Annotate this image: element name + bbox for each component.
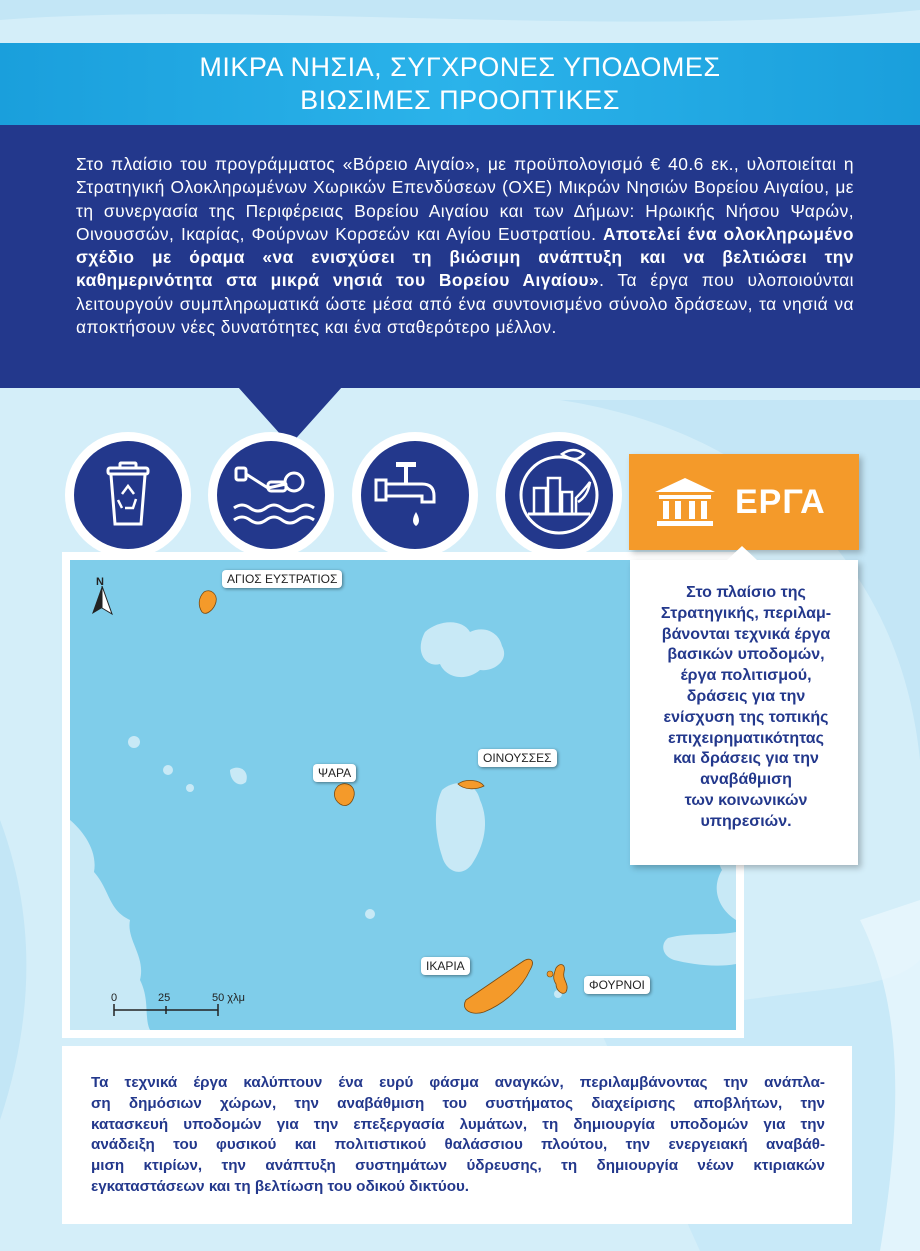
erga-desc-line: ενίσχυση της τοπικής	[663, 708, 829, 726]
intro-text-part-1: Στο πλαίσιο του προγράμματος «Βόρειο Αιγαίο», με προϋπολογισμό € 40.6 εκ., υλοποιείται η Στρατηγική Ολοκληρωμένων Χωρικών Επενδύσεων (ΟΧΕ) Μικρών Νησιών Βορείου Αιγαίου, με τη συνεργασία της Περιφέρειας Βορείου Αιγαίου και των Δήμων: Ηρωικής Νήσου Ψαρών, Οινουσσών, Ικαρίας, Φούρνων Κορσεών και Αγίου Ευστρατίου.	[76, 154, 854, 244]
scale-tick-50: 50 χλμ	[212, 992, 245, 1004]
recycling-bin-icon	[65, 432, 191, 558]
map-label-oinousses: ΟΙΝΟΥΣΣΕΣ	[478, 749, 557, 767]
map-label-agios-efstratios: ΑΓΙΟΣ ΕΥΣΤΡΑΤΙΟΣ	[222, 570, 342, 588]
scale-tick-25: 25	[158, 992, 171, 1004]
erga-desc-line: υπηρεσιών.	[700, 812, 792, 830]
title-band	[0, 43, 920, 125]
map-label-psara: ΨΑΡΑ	[313, 764, 356, 782]
water-tap-icon	[352, 432, 478, 558]
scale-tick-0: 0	[111, 992, 118, 1004]
erga-desc-line: επιχειρηματικότητας	[668, 729, 824, 747]
intro-text-bold: Αποτελεί ένα ολοκληρωμένο σχέδιο με όραμα «να ενισχύσει τη βιώσιμη ανάπτυξη και να βελτιώσει την καθημερινότητα στα μικρά νησιά του Βορείου Αιγαίου»	[76, 223, 854, 291]
erga-desc-line: βασικών υποδομών,	[667, 646, 825, 664]
erga-desc-line: δράσεις για την	[686, 687, 806, 705]
psara-island	[334, 784, 354, 806]
map-label-ikaria: ΙΚΑΡΙΑ	[421, 957, 470, 975]
erga-title: ΕΡΓΑ	[735, 483, 826, 521]
bottom-line: Τα τεχνικά έργα καλύπτουν ένα ευρύ φάσμα αναγκών, περιλαμβάνοντας την ανάπλα-	[91, 1074, 825, 1091]
erga-desc-line: Στρατηγικής, περιλαμ-	[660, 604, 832, 622]
bottom-line: ανάδειξη του φυσικού και πολιτιστικού θαλάσσιου πλούτου, την ενεργειακή αναβάθ-	[91, 1136, 825, 1154]
intro-text-part-2: . Τα έργα που υλοποιούνται λειτουργούν συμπληρωματικά ώστε μέσα από ένα συντονισμένο σύνολο δράσεων, τα νησιά να αποκτήσουν νέες δυνατότητες και ένα σταθερότερο μέλλον.	[76, 270, 854, 338]
erga-desc-line: βάνονται τεχνικά έργα	[661, 625, 831, 643]
erga-desc-line: έργα πολιτισμού,	[680, 667, 812, 685]
green-city-icon	[496, 432, 622, 558]
erga-desc-line: των κοινωνικών	[684, 791, 808, 809]
erga-header	[629, 454, 859, 550]
bottom-line: εγκαταστάσεων και τη βελτίωση του οδικού δικτύου.	[91, 1177, 470, 1195]
erga-desc-line: και δράσεις για την	[673, 750, 819, 768]
bottom-paragraph	[91, 1073, 825, 1198]
page-title-line-1: ΜΙΚΡΑ ΝΗΣΙΑ, ΣΥΓΧΡΟΝΕΣ ΥΠΟΔΟΜΕΣ	[199, 52, 721, 82]
diver-icon	[208, 432, 334, 558]
erga-desc-line: Στο πλαίσιο της	[686, 584, 806, 601]
museum-building-icon	[653, 476, 717, 528]
north-label: N	[96, 576, 104, 588]
map-label-fournoi: ΦΟΥΡΝΟΙ	[584, 976, 650, 994]
bottom-line: κατασκευή υποδομών για την επεξεργασία λυμάτων, τη δημιουργία υποδομών για την	[91, 1115, 825, 1133]
intro-paragraph	[76, 153, 854, 339]
page-title-line-2: ΒΙΩΣΙΜΕΣ ΠΡΟΟΠΤΙΚΕΣ	[300, 85, 620, 115]
bottom-line: μιση κτιρίων, την ανάπτυξη συστημάτων ύδρευσης, τη δημιουργία νέων κτιριακών	[91, 1157, 825, 1175]
erga-pointer	[727, 546, 757, 564]
erga-desc-line: αναβάθμιση	[700, 771, 792, 789]
bottom-line: ση δημόσιων χώρων, την αναβάθμιση του συστήματος διαχείρισης αποβλήτων, την	[91, 1094, 825, 1112]
erga-description-text	[640, 583, 852, 833]
